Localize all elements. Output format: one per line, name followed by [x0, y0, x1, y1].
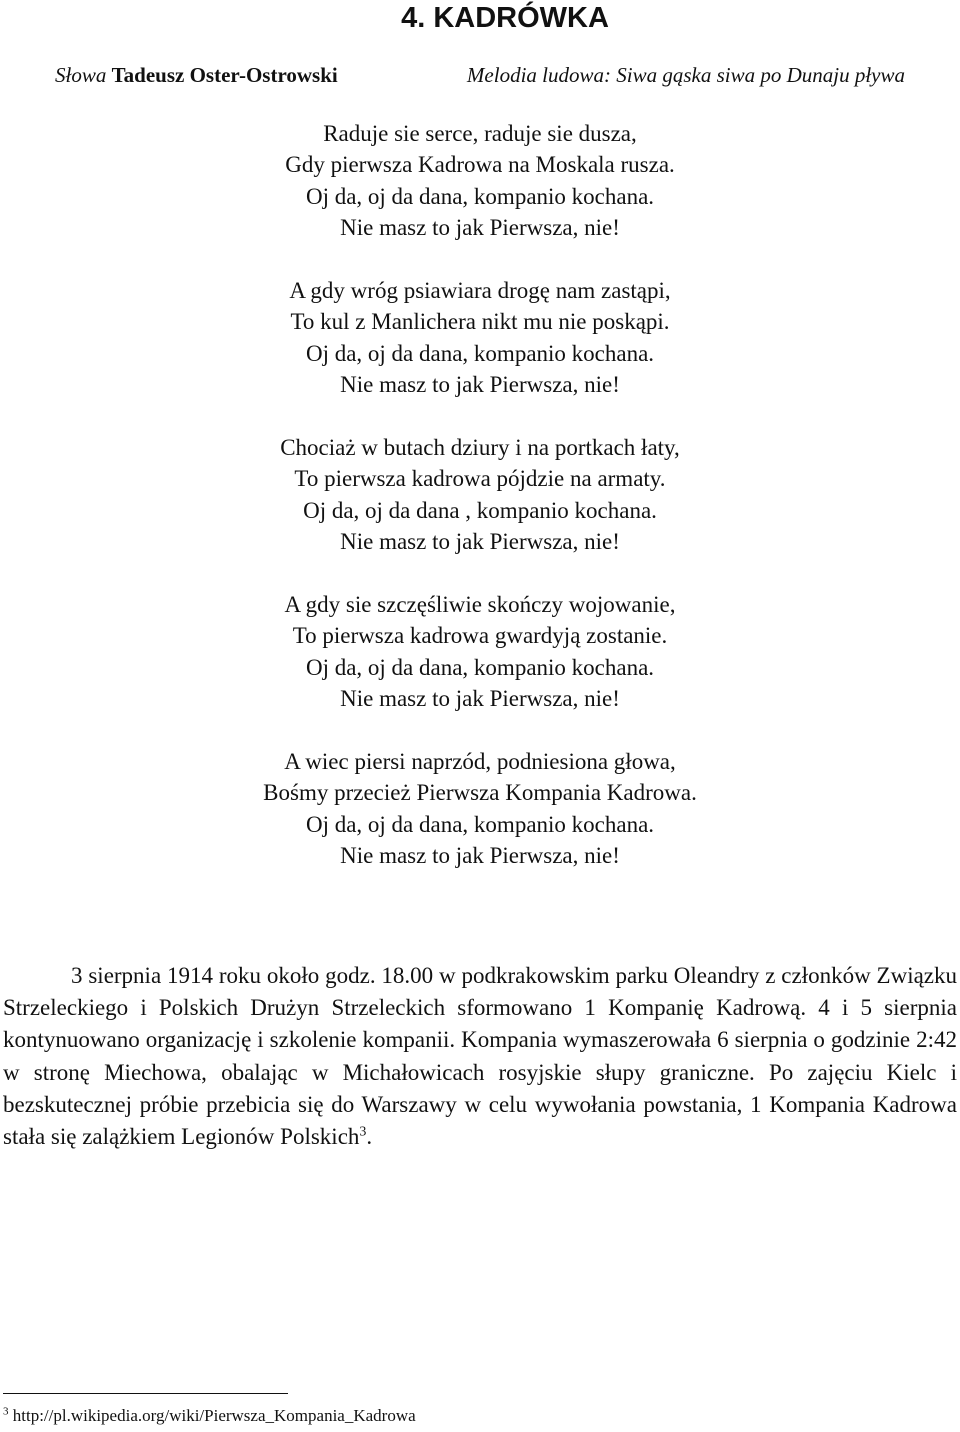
stanza — [0, 589, 960, 715]
lyric-line: Oj da, oj da dana, kompanio kochana. — [305, 340, 655, 366]
stanza — [0, 432, 960, 558]
lyric-line: Nie masz to jak Pierwsza, nie! — [340, 843, 620, 869]
lyric-line: Oj da, oj da dana, kompanio kochana. — [305, 183, 655, 209]
lyric-line: A wiec piersi naprzód, podniesiona głowa, — [284, 749, 676, 775]
lyric-line: Nie masz to jak Pierwsza, nie! — [340, 372, 620, 398]
stanza — [0, 275, 960, 401]
lyric-line: Nie masz to jak Pierwsza, nie! — [340, 529, 620, 555]
paragraph-text: 3 sierpnia 1914 roku około godz. 18.00 w podkrakowskim parku Oleandry z członków Związku Strzeleckiego i Polskich Drużyn Strzeleckich sformowano 1 Kompanię Kadrową. 4 i 5 sierpnia kontynuowano organizację i szkolenie kompanii. Kompania wymaszerowała 6 sierpnia o godzinie 2:42 w stronę Miechowa, obalając w Michałowicach rosyjskie słupy graniczne. Po zajęciu Kielc i bezskutecznej próbie przebicia się do Warszawy w celu wywołania powstania, 1 Kompania Kadrowa stała się zalążkiem Legionów Polskich — [3, 963, 957, 1150]
footnote-number: 3 — [3, 1405, 9, 1418]
lyric-line: Nie masz to jak Pierwsza, nie! — [340, 686, 620, 712]
lyric-line: Nie masz to jak Pierwsza, nie! — [340, 215, 620, 241]
lyric-line: Gdy pierwsza Kadrowa na Moskala rusza. — [285, 152, 675, 178]
paragraph-end: . — [366, 1124, 373, 1150]
lyric-line: A gdy wróg psiawiara drogę nam zastąpi, — [289, 278, 671, 304]
footnote-reference[interactable]: 3 — [359, 1124, 367, 1140]
page-title: 4. KADRÓWKA — [401, 2, 609, 34]
lyric-line: To pierwsza kadrowa gwardyją zostanie. — [292, 623, 668, 649]
lyric-line: Oj da, oj da dana, kompanio kochana. — [305, 811, 655, 837]
lyric-line: To kul z Manlichera nikt mu nie poskąpi. — [290, 309, 670, 335]
words-prefix: Słowa — [55, 63, 107, 87]
history-paragraph — [3, 960, 957, 1153]
stanza — [0, 746, 960, 872]
lyric-line: Oj da, oj da dana, kompanio kochana. — [305, 654, 655, 680]
song-lyrics — [0, 118, 960, 903]
lyric-line: To pierwsza kadrowa pójdzie na armaty. — [294, 466, 666, 492]
lyric-line: Chociaż w butach dziury i na portkach łaty, — [280, 435, 680, 461]
footnote-link[interactable]: http://pl.wikipedia.org/wiki/Pierwsza_Kompania_Kadrowa — [8, 1406, 416, 1425]
lyric-line: A gdy sie szczęśliwie skończy wojowanie, — [284, 592, 676, 618]
footnote — [3, 1405, 416, 1427]
footnote-divider — [3, 1393, 288, 1394]
lyric-line: Raduje sie serce, raduje sie dusza, — [323, 121, 637, 146]
stanza — [0, 118, 960, 244]
author-name: Tadeusz Oster-Ostrowski — [111, 63, 338, 87]
lyric-line: Bośmy przecież Pierwsza Kompania Kadrowa. — [263, 780, 697, 806]
lyric-line: Oj da, oj da dana , kompanio kochana. — [303, 497, 657, 523]
lyrics-credit — [55, 60, 338, 90]
melody-credit: Melodia ludowa: Siwa gąska siwa po Dunaju pływa — [466, 63, 905, 87]
